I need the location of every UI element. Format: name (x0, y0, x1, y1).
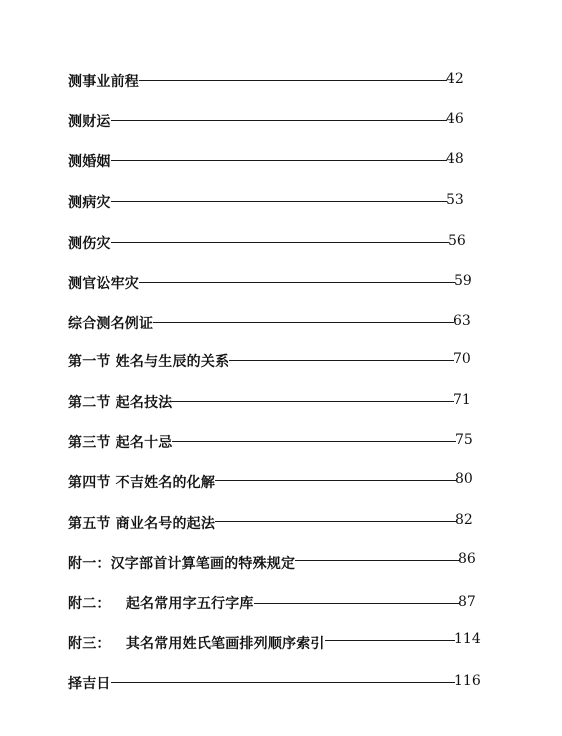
toc-entry (68, 348, 488, 372)
toc-entry-title: 附二： 起名常用字五行字库 (68, 596, 254, 612)
toc-leader-line (215, 480, 456, 481)
toc-page-number: 75 (455, 432, 473, 448)
toc-entry-title: 测财运 (68, 114, 111, 130)
toc-leader-line (111, 120, 447, 121)
toc-leader-line (172, 401, 454, 402)
toc-entry-title: 测伤灾 (68, 236, 111, 252)
toc-leader-line (111, 242, 449, 243)
toc-entry (68, 148, 488, 172)
toc-entry-title: 综合测名例证 (68, 316, 154, 332)
toc-leader-line (295, 560, 459, 561)
toc-page-number: 114 (454, 631, 481, 647)
toc-page-number: 87 (458, 594, 476, 610)
toc-entry-title: 测官讼牢灾 (68, 276, 139, 292)
toc-entry (68, 389, 488, 413)
toc-entry (68, 590, 488, 614)
toc-entry (68, 270, 488, 294)
toc-entry-title: 第三节 起名十忌 (68, 435, 173, 451)
toc-entry (68, 550, 488, 574)
toc-page-number: 116 (454, 673, 481, 689)
toc-page-number: 42 (446, 71, 464, 87)
toc-entry (68, 630, 488, 654)
toc-leader-line (254, 603, 459, 604)
toc-entry (68, 670, 488, 694)
toc-page-number: 70 (453, 351, 471, 367)
toc-page-number: 80 (455, 471, 473, 487)
toc-entry (68, 68, 488, 92)
toc-leader-line (139, 282, 455, 283)
toc-entry-title: 择吉日 (68, 676, 111, 692)
toc-entry (68, 469, 488, 493)
toc-leader-line (111, 201, 447, 202)
toc-entry-title: 第二节 起名技法 (68, 395, 173, 411)
toc-leader-line (172, 441, 456, 442)
toc-page-number: 71 (453, 392, 471, 408)
toc-entry-title: 第一节 姓名与生辰的关系 (68, 354, 230, 370)
toc-entry (68, 510, 488, 534)
toc-entry (68, 429, 488, 453)
toc-page-number: 82 (455, 512, 473, 528)
toc-entry-title: 测婚姻 (68, 154, 111, 170)
toc-entry (68, 108, 488, 132)
toc-leader-line (111, 160, 447, 161)
toc-page-number: 48 (446, 151, 464, 167)
toc-entry-title: 测病灾 (68, 195, 111, 211)
toc-entry (68, 189, 488, 213)
toc-page-number: 59 (454, 273, 472, 289)
toc-entry-title: 测事业前程 (68, 74, 139, 90)
toc-entry-title: 第五节 商业名号的起法 (68, 516, 216, 532)
toc-entry-title: 附一：汉字部首计算笔画的特殊规定 (68, 556, 296, 572)
toc-page-number: 86 (458, 551, 476, 567)
toc-leader-line (111, 682, 455, 683)
toc-entry (68, 230, 488, 254)
toc-leader-line (325, 640, 455, 641)
toc-leader-line (229, 360, 454, 361)
toc-page-number: 46 (446, 111, 464, 127)
toc-page-number: 63 (453, 313, 471, 329)
toc-leader-line (215, 521, 456, 522)
toc-page-number: 56 (448, 233, 466, 249)
toc-entry-title: 附三： 其名常用姓氏笔画排列顺序索引 (68, 636, 325, 652)
toc-entry-title: 第四节 不吉姓名的化解 (68, 475, 216, 491)
toc-leader-line (153, 322, 454, 323)
toc-leader-line (139, 80, 447, 81)
toc-entry (68, 310, 488, 334)
toc-page-number: 53 (446, 192, 464, 208)
